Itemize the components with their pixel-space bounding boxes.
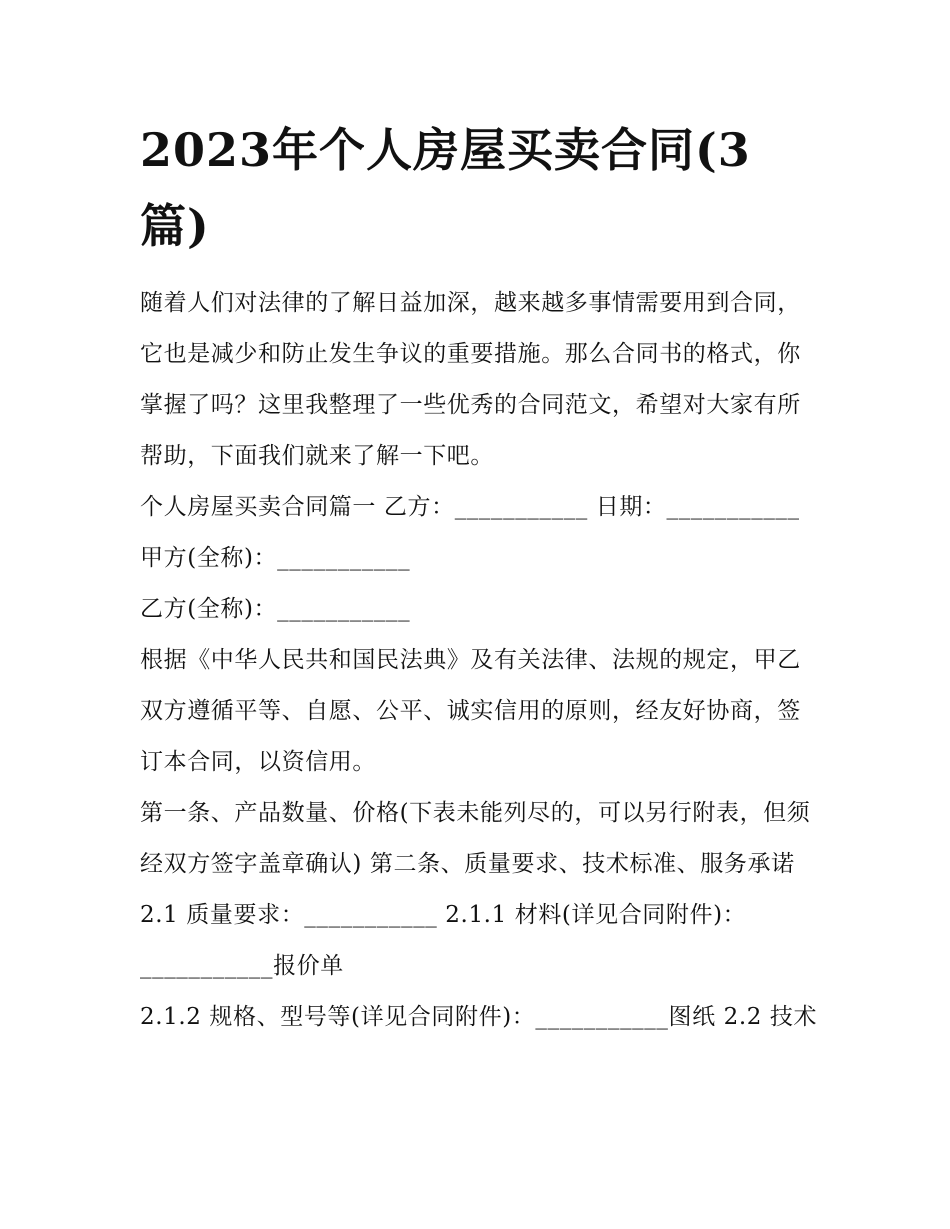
party-b-line: 乙方(全称)：___________	[140, 596, 411, 622]
legal-basis-paragraph: 根据《中华人民共和国民法典》及有关法律、法规的规定，甲乙双方遵循平等、自愿、公平、诚实信用的原则，经友好协商，签订本合同，以资信用。	[140, 647, 801, 775]
contract-header-line: 个人房屋买卖合同篇一 乙方：___________ 日期：___________	[140, 494, 800, 520]
intro-paragraph: 随着人们对法律的了解日益加深，越来越多事情需要用到合同，它也是减少和防止发生争议的重要措施。那么合同书的格式，你掌握了吗？这里我整理了一些优秀的合同范文，希望对大家有所帮助，下面我们就来了解一下吧。	[140, 290, 801, 469]
quality-requirements-line: 2.1 质量要求：___________ 2.1.1 材料(详见合同附件)：___________报价单	[140, 902, 747, 979]
party-a-line: 甲方(全称)：___________	[140, 545, 411, 571]
document-title: 2023年个人房屋买卖合同(3篇)	[140, 123, 751, 253]
specifications-line: 2.1.2 规格、型号等(详见合同附件)：___________图纸 2.2 技术	[140, 1004, 818, 1030]
article-one-paragraph: 第一条、产品数量、价格(下表未能列尽的，可以另行附表，但须经双方签字盖章确认) 第二条、质量要求、技术标准、服务承诺	[140, 800, 811, 877]
document-body	[140, 278, 820, 1043]
